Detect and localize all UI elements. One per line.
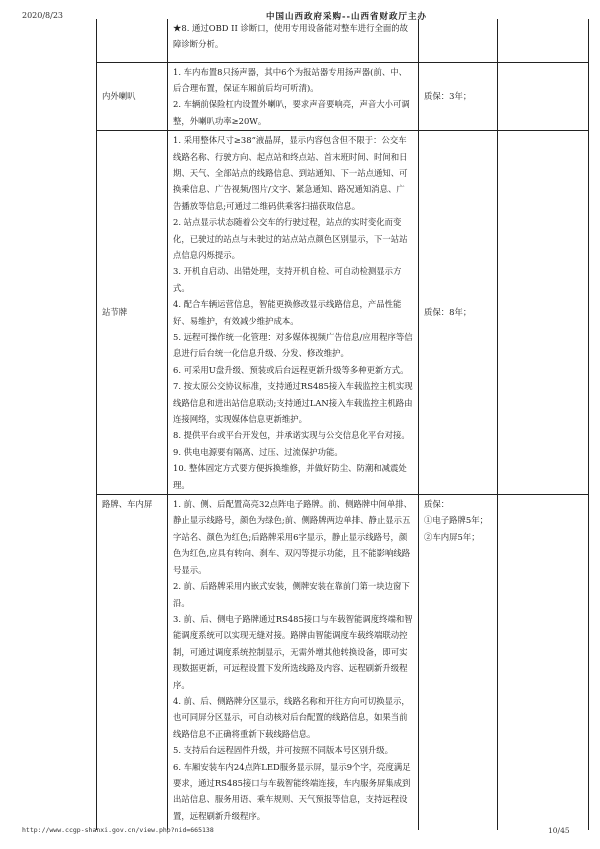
warranty-cell xyxy=(419,19,498,62)
spec-line: 2. 前、后路牌采用内嵌式安装，侧牌安装在靠前门第一块边窗下沿。 xyxy=(173,581,410,608)
spec-line: 5. 支持后台远程固件升级，并可按照不同版本号区别升级。 xyxy=(173,745,394,756)
spec-line: 1. 采用整体尺寸≥38”液晶屏，显示内容包含但不限于：公交车线路名称、行驶方向、起点站和终点站、首末班时间、时间和日期、天气、全部站点的线路信息、到站通知、下一站点通知、可换乘信息、广告视频/图片/文字、紧急通知、路况通知消息、广告播放等信息;可通过二维码供乘客扫描获取信息。 xyxy=(173,135,408,211)
item-name-cell xyxy=(97,19,168,62)
spec-line: 4. 前、后、侧路牌分区显示，线路名称和开往方向可切换显示，也可同屏分区显示，可自动核对后台配置的线路信息，如果当前线路信息不正确将重新下载线路信息。 xyxy=(173,695,410,739)
spec-cell xyxy=(168,131,419,495)
page-url: http://www.ccgp-shanxi.gov.cn/view.php?nid=665138 xyxy=(22,826,214,834)
spec-line: 1. 车内布置8只扬声器，其中6个为报站器专用扬声器(前、中、后合理布置，保证车厢前后均可听清)。 xyxy=(173,66,407,93)
table-row-speakers xyxy=(97,62,589,131)
warranty-line: 质保：3年； xyxy=(424,91,472,102)
spec-line: 3. 开机自启动、出错处理，支持开机自检、可自动检测显示方式。 xyxy=(173,266,402,293)
blank-cell xyxy=(498,19,589,62)
spec-line: 8. 提供平台或平台开发包，并承诺实现与公交信息化平台对接。 xyxy=(173,430,410,441)
spec-cell xyxy=(168,495,419,830)
warranty-line: 质保：8年； xyxy=(424,307,472,318)
spec-line: 3. 前、后、侧电子路牌通过RS485接口与车载智能调度终端和智能调度系统可以实现无缝对接。路牌由智能调度车载终端联动控制，可通过调度系统控制显示，无需外增其他转换设备，即可实现数据更新，可远程设置下发所选线路及内容、远程刷新升级程序。 xyxy=(173,613,413,690)
item-name-cell: 内外喇叭 xyxy=(97,62,168,131)
warranty-cell xyxy=(419,131,498,495)
blank-cell xyxy=(498,495,589,830)
spec-line: ★8. 通过OBD II 诊断口，使用专用设备能对整车进行全面的故障诊断分析。 xyxy=(173,23,408,50)
spec-line: 2. 车辆前保险杠内设置外喇叭，要求声音要响亮，声音大小可调整，外喇叭功率≥20W。 xyxy=(173,99,410,126)
blank-cell xyxy=(498,131,589,495)
spec-line: 2. 站点显示状态随着公交车的行驶过程，站点的实时变化而变化，已驶过的站点与未驶过的站点站点颜色区别显示，下一站站点信息闪烁提示。 xyxy=(173,217,408,260)
spec-line: 1. 前、侧、后配置高亮32点阵电子路牌。前、侧路牌中间单排、静止显示线路号，颜色为绿色;前、侧路牌两边单排、静止显示五字站名、颜色为红色;后路牌采用6字显示，静止显示线路号，颜色为红色,应具有转向、刹车、双闪等提示功能，且不能影响线路号显示。 xyxy=(173,499,413,575)
warranty-line: ②车内屏5年； xyxy=(424,531,480,542)
table-row-route-signs xyxy=(97,495,589,830)
warranty-cell xyxy=(419,62,498,131)
print-date: 2020/8/23 xyxy=(22,11,64,20)
warranty-cell xyxy=(419,495,498,830)
table-row-stop-display xyxy=(97,131,589,495)
spec-cell xyxy=(168,62,419,131)
spec-cell xyxy=(168,19,419,62)
spec-line: 9. 供电电源要有隔离、过压、过流保护功能。 xyxy=(173,446,343,457)
page-number: 10/45 xyxy=(548,826,570,835)
spec-line: 7. 按太原公交协议标准，支持通过RS485接入车载监控主机实现线路信息和进出站信息联动;支持通过LAN接入车载监控主机路由连接网络，实现媒体信息更新维护。 xyxy=(173,381,413,425)
spec-line: 5. 远程可操作统一化管理：对多媒体视频广告信息/应用程序等信息进行后台统一化信息升级、分发、修改维护。 xyxy=(173,332,413,359)
spec-table xyxy=(96,19,589,830)
spec-line: 6. 可采用U盘升级、预装或后台远程更新升级等多种更新方式。 xyxy=(173,364,409,375)
item-name-cell: 路牌、车内屏 xyxy=(97,495,168,830)
spec-line: 6. 车厢安装车内24点阵LED服务显示屏，显示9个字，亮度满足要求，通过RS485接口与车载智能终端连接，车内服务屏集成到出站信息、服务用语、乘车规则、天气预报等信息，支持远程设置，远程刷新升级程序。 xyxy=(173,761,411,821)
spec-line: 10. 整体固定方式要方便拆换维修，并做好防尘、防潮和减震处理。 xyxy=(173,463,407,490)
table-row-obd xyxy=(97,19,589,62)
warranty-line: ①电子路牌5年； xyxy=(424,515,488,526)
item-name-cell: 站节牌 xyxy=(97,131,168,495)
warranty-line: 质保： xyxy=(424,499,450,510)
spec-line: 4. 配合车辆运营信息，智能更换修改显示线路信息，产品性能好、易维护，有效减少维护成本。 xyxy=(173,299,402,326)
site-title: 中国山西政府采购--山西省财政厅主办 xyxy=(266,12,428,22)
blank-cell xyxy=(498,62,589,131)
